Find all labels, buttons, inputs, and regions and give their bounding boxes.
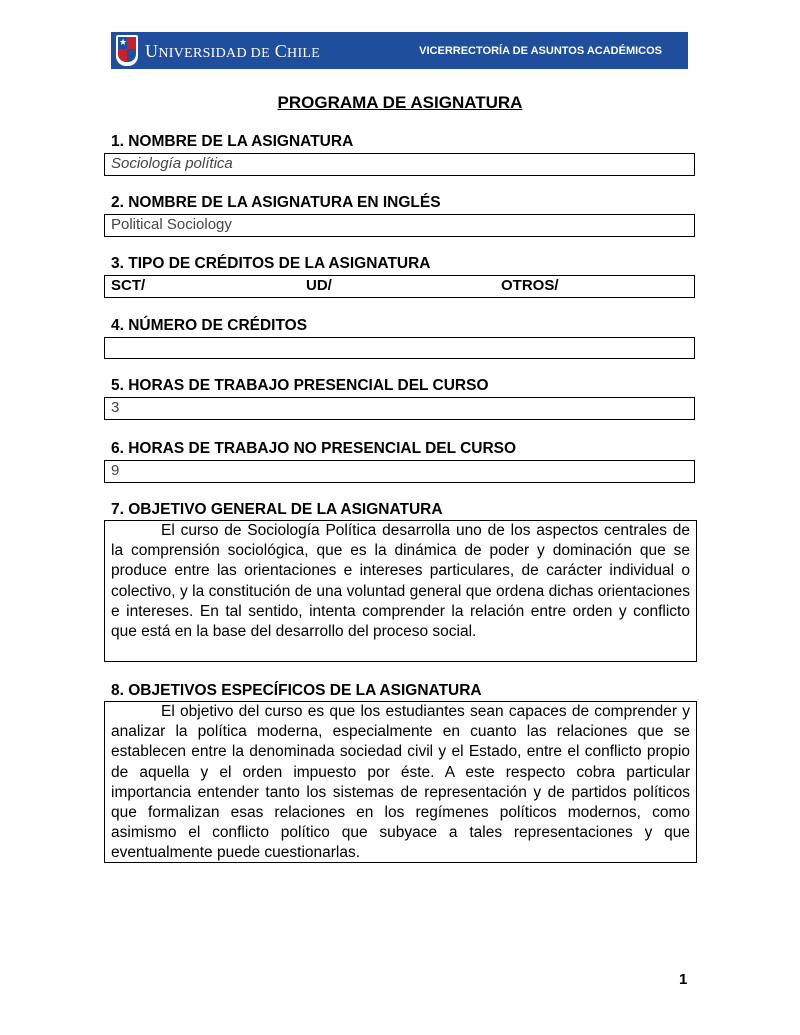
course-name-english-field: Political Sociology xyxy=(104,214,695,237)
section-7-heading: 7. OBJETIVO GENERAL DE LA ASIGNATURA xyxy=(111,501,443,518)
university-seal-icon: ★ xyxy=(116,35,138,66)
section-5-heading: 5. HORAS DE TRABAJO PRESENCIAL DEL CURSO xyxy=(111,377,489,394)
credit-ud-label: UD/ xyxy=(306,277,332,294)
specific-objectives-text: El objetivo del curso es que los estudiantes sean capaces de comprender y analizar la política moderna, especialmente en cuanto las relaciones que se establecen entre la denominada sociedad civil y el Estado, entre el conflicto propio de aquella y el orden impuesto por éste. A este respecto cobra particular importancia entender tanto los sistemas de representación y de partidos políticos que formalizan esas relaciones en los regímenes políticos modernos, como asimismo el conflicto político que subyace a tales representaciones y que eventualmente puede cuestionarlas. xyxy=(104,701,697,863)
credit-sct-label: SCT/ xyxy=(111,277,146,294)
course-name-field: Sociología política xyxy=(104,153,695,176)
section-1-heading: 1. NOMBRE DE LA ASIGNATURA xyxy=(111,133,354,150)
credit-type-field xyxy=(104,275,695,298)
page-number: 1 xyxy=(679,971,688,988)
department-name: VICERRECTORÍA DE ASUNTOS ACADÉMICOS xyxy=(419,45,662,57)
university-logo-text: UNIVERSIDAD DE CHILE xyxy=(145,41,321,61)
section-8-heading: 8. OBJETIVOS ESPECÍFICOS DE LA ASIGNATURA xyxy=(111,682,482,699)
document-title: PROGRAMA DE ASIGNATURA xyxy=(277,93,523,112)
non-presential-hours-field: 9 xyxy=(104,460,695,483)
section-2-heading: 2. NOMBRE DE LA ASIGNATURA EN INGLÉS xyxy=(111,194,441,211)
section-6-heading: 6. HORAS DE TRABAJO NO PRESENCIAL DEL CURSO xyxy=(111,440,517,457)
presential-hours-field: 3 xyxy=(104,397,695,420)
header-banner xyxy=(111,32,688,69)
section-4-heading: 4. NÚMERO DE CRÉDITOS xyxy=(111,317,308,334)
section-3-heading: 3. TIPO DE CRÉDITOS DE LA ASIGNATURA xyxy=(111,255,431,272)
credit-number-field xyxy=(104,337,695,359)
credit-otros-label: OTROS/ xyxy=(501,277,559,294)
general-objective-text: El curso de Sociología Política desarrolla uno de los aspectos centrales de la comprensión sociológica, que es la dinámica de poder y dominación que se produce entre las orientaciones e intereses particulares, de carácter individual o colectivo, y la constitución de una voluntad general que ordena dichas orientaciones e intereses. En tal sentido, intenta comprender la relación entre orden y conflicto que está en la base del desarrollo del proceso social. xyxy=(104,520,697,662)
